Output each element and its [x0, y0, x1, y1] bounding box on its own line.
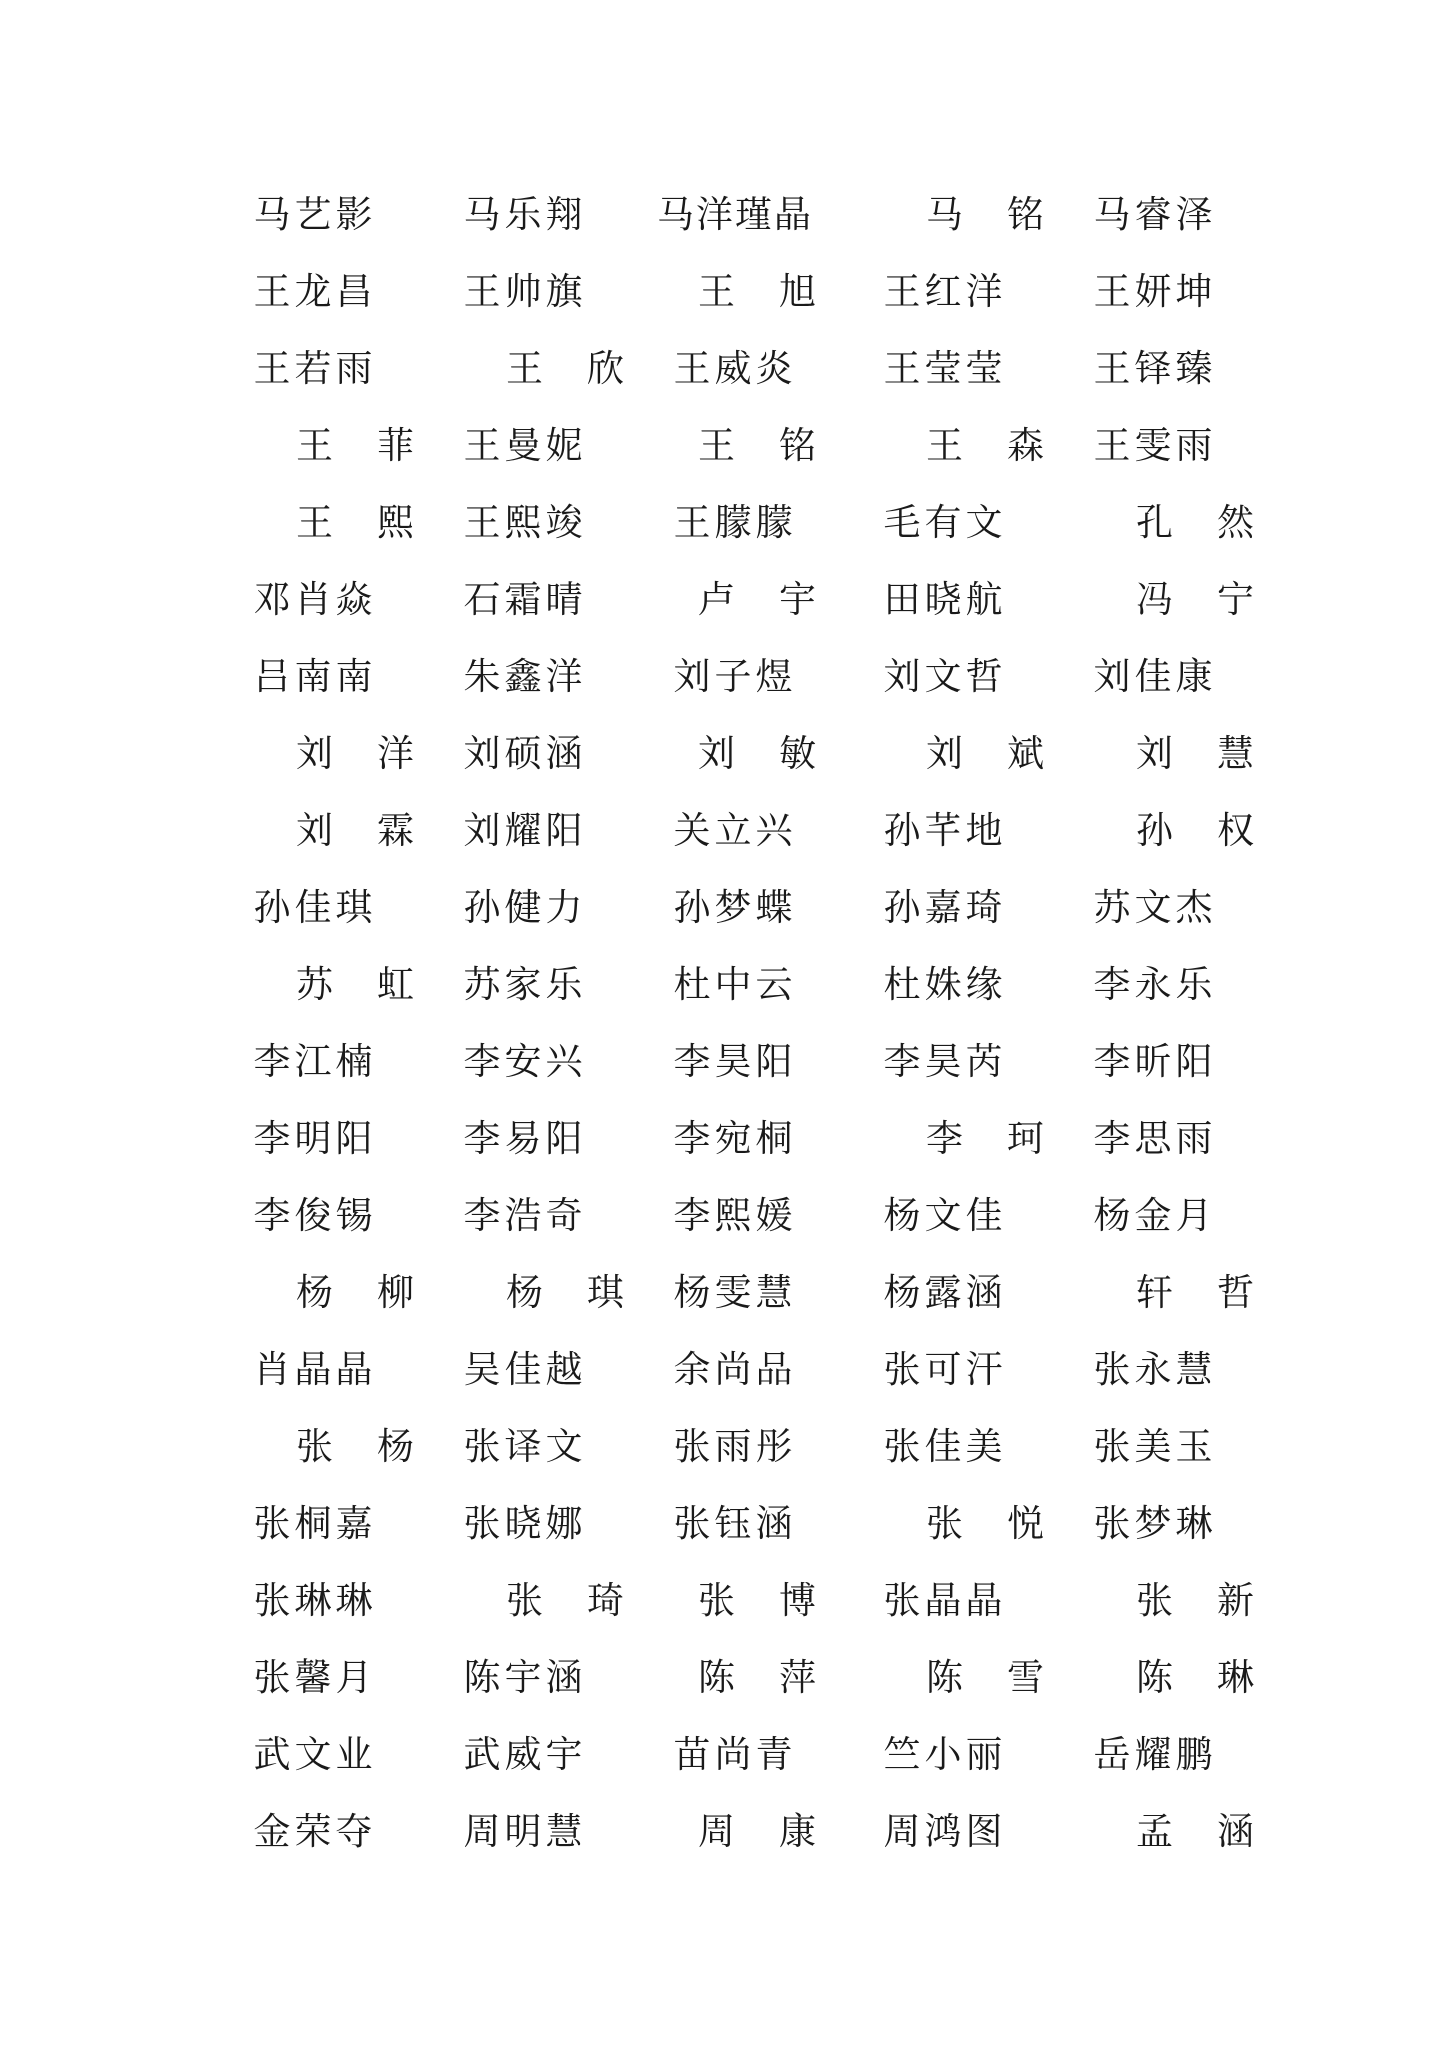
- name-row: [0, 1032, 1455, 1109]
- name-entry: 孙权: [1136, 809, 1298, 852]
- name-entry: 孟涵: [1136, 1810, 1298, 1853]
- name-entry: 杨金月: [1093, 1194, 1217, 1237]
- name-entry: 杨琪: [506, 1271, 668, 1314]
- name-entry: 刘文哲: [883, 655, 1007, 698]
- name-entry: 张美玉: [1093, 1425, 1217, 1468]
- name-entry: 吴佳越: [463, 1348, 587, 1391]
- name-entry: 杜中云: [673, 963, 797, 1006]
- name-entry: 轩哲: [1136, 1271, 1298, 1314]
- name-entry: 张琳琳: [253, 1579, 377, 1622]
- name-entry: 苏文杰: [1093, 886, 1217, 929]
- name-row: [0, 1648, 1455, 1725]
- name-entry: 杨柳: [296, 1271, 458, 1314]
- name-row: [0, 185, 1455, 262]
- name-entry: 陈雪: [926, 1656, 1088, 1699]
- name-entry: 王铭: [698, 424, 860, 467]
- name-entry: 周康: [698, 1810, 860, 1853]
- name-row: [0, 1340, 1455, 1417]
- name-entry: 王帅旗: [463, 270, 587, 313]
- name-entry: 张新: [1136, 1579, 1298, 1622]
- name-entry: 周明慧: [463, 1810, 587, 1853]
- name-entry: 武威宇: [463, 1733, 587, 1776]
- name-row: [0, 416, 1455, 493]
- name-entry: 李昊阳: [673, 1040, 797, 1083]
- name-entry: 朱鑫洋: [463, 655, 587, 698]
- name-entry: 张博: [698, 1579, 860, 1622]
- name-entry: 李明阳: [253, 1117, 377, 1160]
- name-entry: 李易阳: [463, 1117, 587, 1160]
- name-entry: 孔然: [1136, 501, 1298, 544]
- name-entry: 王旭: [698, 270, 860, 313]
- name-entry: 张雨彤: [673, 1425, 797, 1468]
- name-entry: 苗尚青: [673, 1733, 797, 1776]
- name-entry: 金荣夺: [253, 1810, 377, 1853]
- name-entry: 李江楠: [253, 1040, 377, 1083]
- name-entry: 杨雯慧: [673, 1271, 797, 1314]
- name-entry: 李永乐: [1093, 963, 1217, 1006]
- name-entry: 李俊锡: [253, 1194, 377, 1237]
- name-row: [0, 801, 1455, 878]
- name-entry: 孙嘉琦: [883, 886, 1007, 929]
- name-row: [0, 878, 1455, 955]
- name-row: [0, 570, 1455, 647]
- name-entry: 王森: [926, 424, 1088, 467]
- name-entry: 陈琳: [1136, 1656, 1298, 1699]
- name-entry: 张译文: [463, 1425, 587, 1468]
- name-entry: 孙梦蝶: [673, 886, 797, 929]
- name-entry: 王朦朦: [673, 501, 797, 544]
- name-row: [0, 647, 1455, 724]
- name-entry: 张桐嘉: [253, 1502, 377, 1545]
- name-entry: 孙佳琪: [253, 886, 377, 929]
- name-row: [0, 493, 1455, 570]
- name-entry: 王铎臻: [1093, 347, 1217, 390]
- name-entry: 王威炎: [673, 347, 797, 390]
- name-entry: 张钰涵: [673, 1502, 797, 1545]
- name-entry: 张梦琳: [1093, 1502, 1217, 1545]
- name-entry: 王红洋: [883, 270, 1007, 313]
- name-row: [0, 1802, 1455, 1879]
- name-entry: 刘耀阳: [463, 809, 587, 852]
- name-entry: 余尚品: [673, 1348, 797, 1391]
- name-entry: 李安兴: [463, 1040, 587, 1083]
- name-entry: 田晓航: [883, 578, 1007, 621]
- name-entry: 刘佳康: [1093, 655, 1217, 698]
- name-entry: 王菲: [296, 424, 458, 467]
- name-entry: 李昊芮: [883, 1040, 1007, 1083]
- name-entry: 苏虹: [296, 963, 458, 1006]
- name-entry: 王曼妮: [463, 424, 587, 467]
- name-entry: 马铭: [926, 193, 1088, 236]
- name-row: [0, 339, 1455, 416]
- name-entry: 张琦: [506, 1579, 668, 1622]
- name-entry: 毛有文: [883, 501, 1007, 544]
- name-row: [0, 1186, 1455, 1263]
- name-entry: 刘霖: [296, 809, 458, 852]
- name-entry: 王熙: [296, 501, 458, 544]
- name-entry: 孙芊地: [883, 809, 1007, 852]
- name-entry: 王雯雨: [1093, 424, 1217, 467]
- name-row: [0, 1571, 1455, 1648]
- name-entry: 马睿泽: [1093, 193, 1217, 236]
- name-row: [0, 262, 1455, 339]
- name-row: [0, 955, 1455, 1032]
- name-entry: 王若雨: [253, 347, 377, 390]
- name-entry: 张佳美: [883, 1425, 1007, 1468]
- name-entry: 王熙竣: [463, 501, 587, 544]
- name-entry: 杨露涵: [883, 1271, 1007, 1314]
- name-row: [0, 1494, 1455, 1571]
- name-entry: 张永慧: [1093, 1348, 1217, 1391]
- name-entry: 刘子煜: [673, 655, 797, 698]
- name-entry: 王欣: [506, 347, 668, 390]
- name-entry: 刘敏: [698, 732, 860, 775]
- name-row: [0, 1263, 1455, 1340]
- name-entry: 杨文佳: [883, 1194, 1007, 1237]
- name-entry: 岳耀鹏: [1093, 1733, 1217, 1776]
- name-entry: 王龙昌: [253, 270, 377, 313]
- name-entry: 李昕阳: [1093, 1040, 1217, 1083]
- name-row: [0, 724, 1455, 801]
- name-entry: 张杨: [296, 1425, 458, 1468]
- name-entry: 张悦: [926, 1502, 1088, 1545]
- name-entry: 李浩奇: [463, 1194, 587, 1237]
- name-entry: 邓肖焱: [253, 578, 377, 621]
- name-entry: 陈宇涵: [463, 1656, 587, 1699]
- name-list-grid: [0, 185, 1455, 1879]
- name-entry: 王莹莹: [883, 347, 1007, 390]
- name-entry: 刘慧: [1136, 732, 1298, 775]
- name-entry: 竺小丽: [883, 1733, 1007, 1776]
- name-entry: 张晶晶: [883, 1579, 1007, 1622]
- name-entry: 李宛桐: [673, 1117, 797, 1160]
- name-entry: 李珂: [926, 1117, 1088, 1160]
- name-entry: 王妍坤: [1093, 270, 1217, 313]
- name-entry: 张晓娜: [463, 1502, 587, 1545]
- name-entry: 李思雨: [1093, 1117, 1217, 1160]
- name-entry: 冯宁: [1136, 578, 1298, 621]
- name-entry: 卢宇: [698, 578, 860, 621]
- name-entry: 周鸿图: [883, 1810, 1007, 1853]
- name-entry: 陈萍: [698, 1656, 860, 1699]
- name-entry: 李熙媛: [673, 1194, 797, 1237]
- name-row: [0, 1417, 1455, 1494]
- name-entry: 苏家乐: [463, 963, 587, 1006]
- name-entry: 马艺影: [253, 193, 377, 236]
- name-entry: 吕南南: [253, 655, 377, 698]
- name-entry: 关立兴: [673, 809, 797, 852]
- name-entry: 刘洋: [296, 732, 458, 775]
- name-entry: 孙健力: [463, 886, 587, 929]
- name-row: [0, 1109, 1455, 1186]
- name-entry: 刘硕涵: [463, 732, 587, 775]
- name-entry: 马乐翔: [463, 193, 587, 236]
- name-entry: 张馨月: [253, 1656, 377, 1699]
- name-entry: 武文业: [253, 1733, 377, 1776]
- name-entry: 石霜晴: [463, 578, 587, 621]
- name-entry: 马洋瑾晶: [657, 193, 813, 236]
- name-entry: 肖晶晶: [253, 1348, 377, 1391]
- name-entry: 刘斌: [926, 732, 1088, 775]
- name-entry: 张可汗: [883, 1348, 1007, 1391]
- name-row: [0, 1725, 1455, 1802]
- name-entry: 杜姝缘: [883, 963, 1007, 1006]
